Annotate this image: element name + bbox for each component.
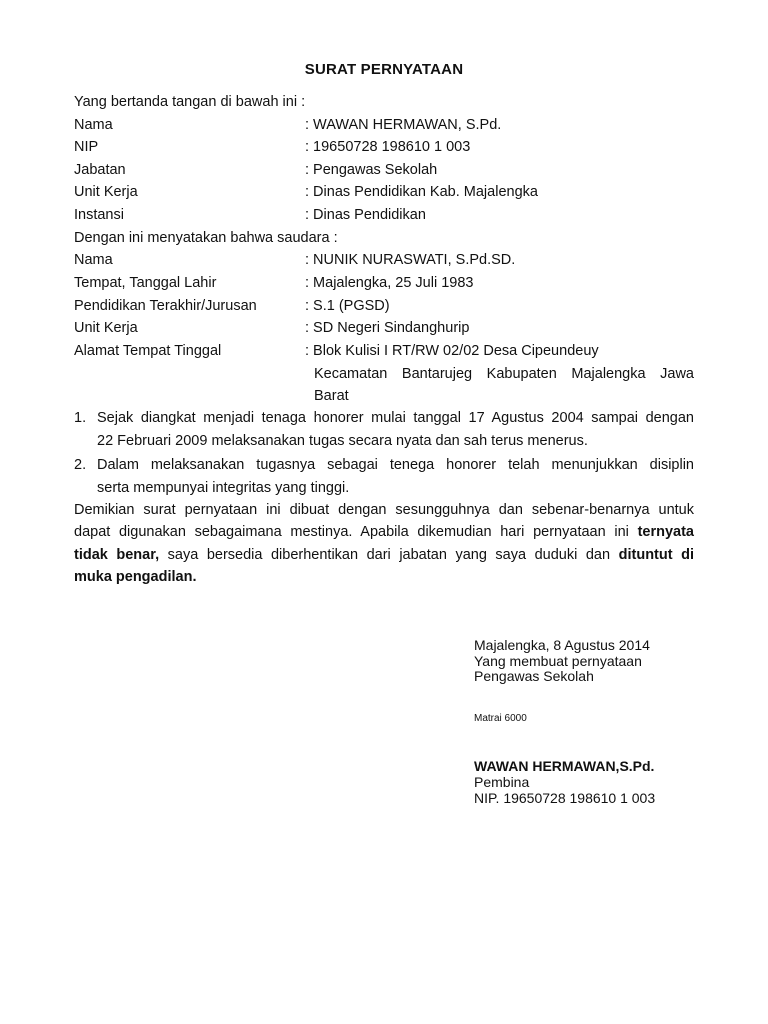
signer-nip: NIP. 19650728 198610 1 003 — [474, 790, 656, 806]
signer-nip-row — [74, 139, 694, 159]
field-label: Unit Kerja — [74, 320, 138, 336]
closing-bold-text: dituntut di — [618, 547, 694, 563]
field-value: : Majalengka, 25 Juli 1983 — [305, 275, 474, 291]
address-continuation: Barat — [314, 388, 349, 404]
closing-text: saya bersedia diberhentikan dari jabatan yang saya duduki dan — [167, 547, 611, 563]
closing-paragraph-line: Demikian surat pernyataan ini dibuat dengan sesungguhnya dan sebenar-benarnya untuk — [74, 502, 694, 518]
closing-paragraph-line — [74, 524, 694, 540]
closing-paragraph-line — [74, 547, 694, 563]
signer-unit-row — [74, 184, 694, 204]
subject-address-row — [74, 343, 694, 363]
field-value: : 19650728 198610 1 003 — [305, 139, 471, 155]
field-value: : Blok Kulisi I RT/RW 02/02 Desa Cipeundeuy — [305, 343, 599, 359]
signer-agency-row — [74, 207, 694, 227]
field-value: : Pengawas Sekolah — [305, 162, 438, 178]
point-number: 2. — [74, 457, 87, 473]
field-label: Nama — [74, 252, 113, 268]
signer-position-row — [74, 162, 694, 182]
field-value: : Dinas Pendidikan — [305, 207, 426, 223]
signature-position: Pengawas Sekolah — [474, 668, 594, 684]
field-value: : S.1 (PGSD) — [305, 298, 390, 314]
closing-bold-text: muka pengadilan. — [74, 569, 197, 585]
document-title: SURAT PERNYATAAN — [304, 61, 464, 78]
point-text: 22 Februari 2009 melaksanakan tugas secara nyata dan sah terus menerus. — [97, 433, 588, 449]
field-label: Jabatan — [74, 162, 126, 178]
subject-unit-row — [74, 320, 694, 340]
signer-name: WAWAN HERMAWAN,S.Pd. — [474, 758, 655, 774]
field-label: Tempat, Tanggal Lahir — [74, 275, 217, 291]
signer-name-row — [74, 117, 694, 137]
field-value: : Dinas Pendidikan Kab. Majalengka — [305, 184, 538, 200]
point-text: Sejak diangkat menjadi tenaga honorer mulai tanggal 17 Agustus 2004 sampai dengan — [97, 410, 694, 426]
subject-education-row — [74, 298, 694, 318]
signer-rank: Pembina — [474, 774, 530, 790]
field-value: : WAWAN HERMAWAN, S.Pd. — [305, 117, 502, 133]
field-value: : SD Negeri Sindanghurip — [305, 320, 470, 336]
declare-intro-text: Dengan ini menyatakan bahwa saudara : — [74, 230, 338, 246]
field-value: : NUNIK NURASWATI, S.Pd.SD. — [305, 252, 516, 268]
closing-paragraph-line — [74, 569, 694, 585]
signature-place-date: Majalengka, 8 Agustus 2014 — [474, 637, 650, 653]
field-label: Instansi — [74, 207, 124, 223]
field-label: NIP — [74, 139, 99, 155]
closing-bold-text: tidak benar, — [74, 547, 160, 563]
subject-birth-row — [74, 275, 694, 295]
point-text: Dalam melaksanakan tugasnya sebagai tenega honorer telah menunjukkan disiplin — [97, 457, 694, 473]
intro-text: Yang bertanda tangan di bawah ini : — [74, 94, 306, 110]
subject-name-row — [74, 252, 694, 272]
point-text: serta mempunyai integritas yang tinggi. — [97, 480, 350, 496]
field-label: Unit Kerja — [74, 184, 138, 200]
address-continuation: Kecamatan Bantarujeg Kabupaten Majalengka Jawa — [314, 366, 694, 382]
stamp-duty-label: Matrai 6000 — [474, 713, 527, 724]
signature-role: Yang membuat pernyataan — [474, 653, 642, 669]
field-label: Nama — [74, 117, 113, 133]
field-label: Pendidikan Terakhir/Jurusan — [74, 298, 257, 314]
field-label: Alamat Tempat Tinggal — [74, 343, 222, 359]
closing-bold-text: ternyata — [637, 524, 694, 540]
point-number: 1. — [74, 410, 87, 426]
closing-text: dapat digunakan sebagaimana mestinya. Apabila dikemudian hari pernyataan ini — [74, 524, 629, 540]
